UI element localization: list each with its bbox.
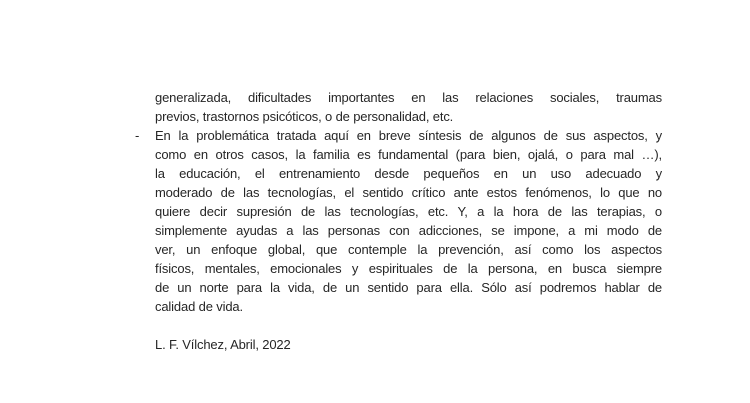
signature-line: L. F. Vílchez, Abril, 2022 [155,337,291,352]
text-line: quiere decir supresión de las tecnologías, etc. Y, a la hora de las terapias, o [155,204,662,219]
bullet-item-text [155,126,662,316]
bullet-dash: - [135,128,140,143]
text-line: calidad de vida. [155,299,243,314]
paragraph-continuation [155,88,662,126]
text-line: generalizada, dificultades importantes en las relaciones sociales, traumas [155,90,662,105]
text-line: moderado de las tecnologías, el sentido crítico ante estos fenómenos, lo que no [155,185,662,200]
text-line: físicos, mentales, emocionales y espirituales de la persona, en busca siempre [155,261,662,276]
text-line: previos, trastornos psicóticos, o de personalidad, etc. [155,109,454,124]
text-line: En la problemática tratada aquí en breve síntesis de algunos de sus aspectos, y [155,128,662,143]
text-line: ver, un enfoque global, que contemple la prevención, así como los aspectos [155,242,662,257]
text-line: como en otros casos, la familia es fundamental (para bien, ojalá, o para mal …), [155,147,662,162]
text-line: la educación, el entrenamiento desde pequeños en un uso adecuado y [155,166,662,181]
text-line: de un norte para la vida, de un sentido para ella. Sólo así podremos hablar de [155,280,662,295]
text-line: simplemente ayudas a las personas con adicciones, se impone, a mi modo de [155,223,662,238]
bullet-item [135,126,662,316]
